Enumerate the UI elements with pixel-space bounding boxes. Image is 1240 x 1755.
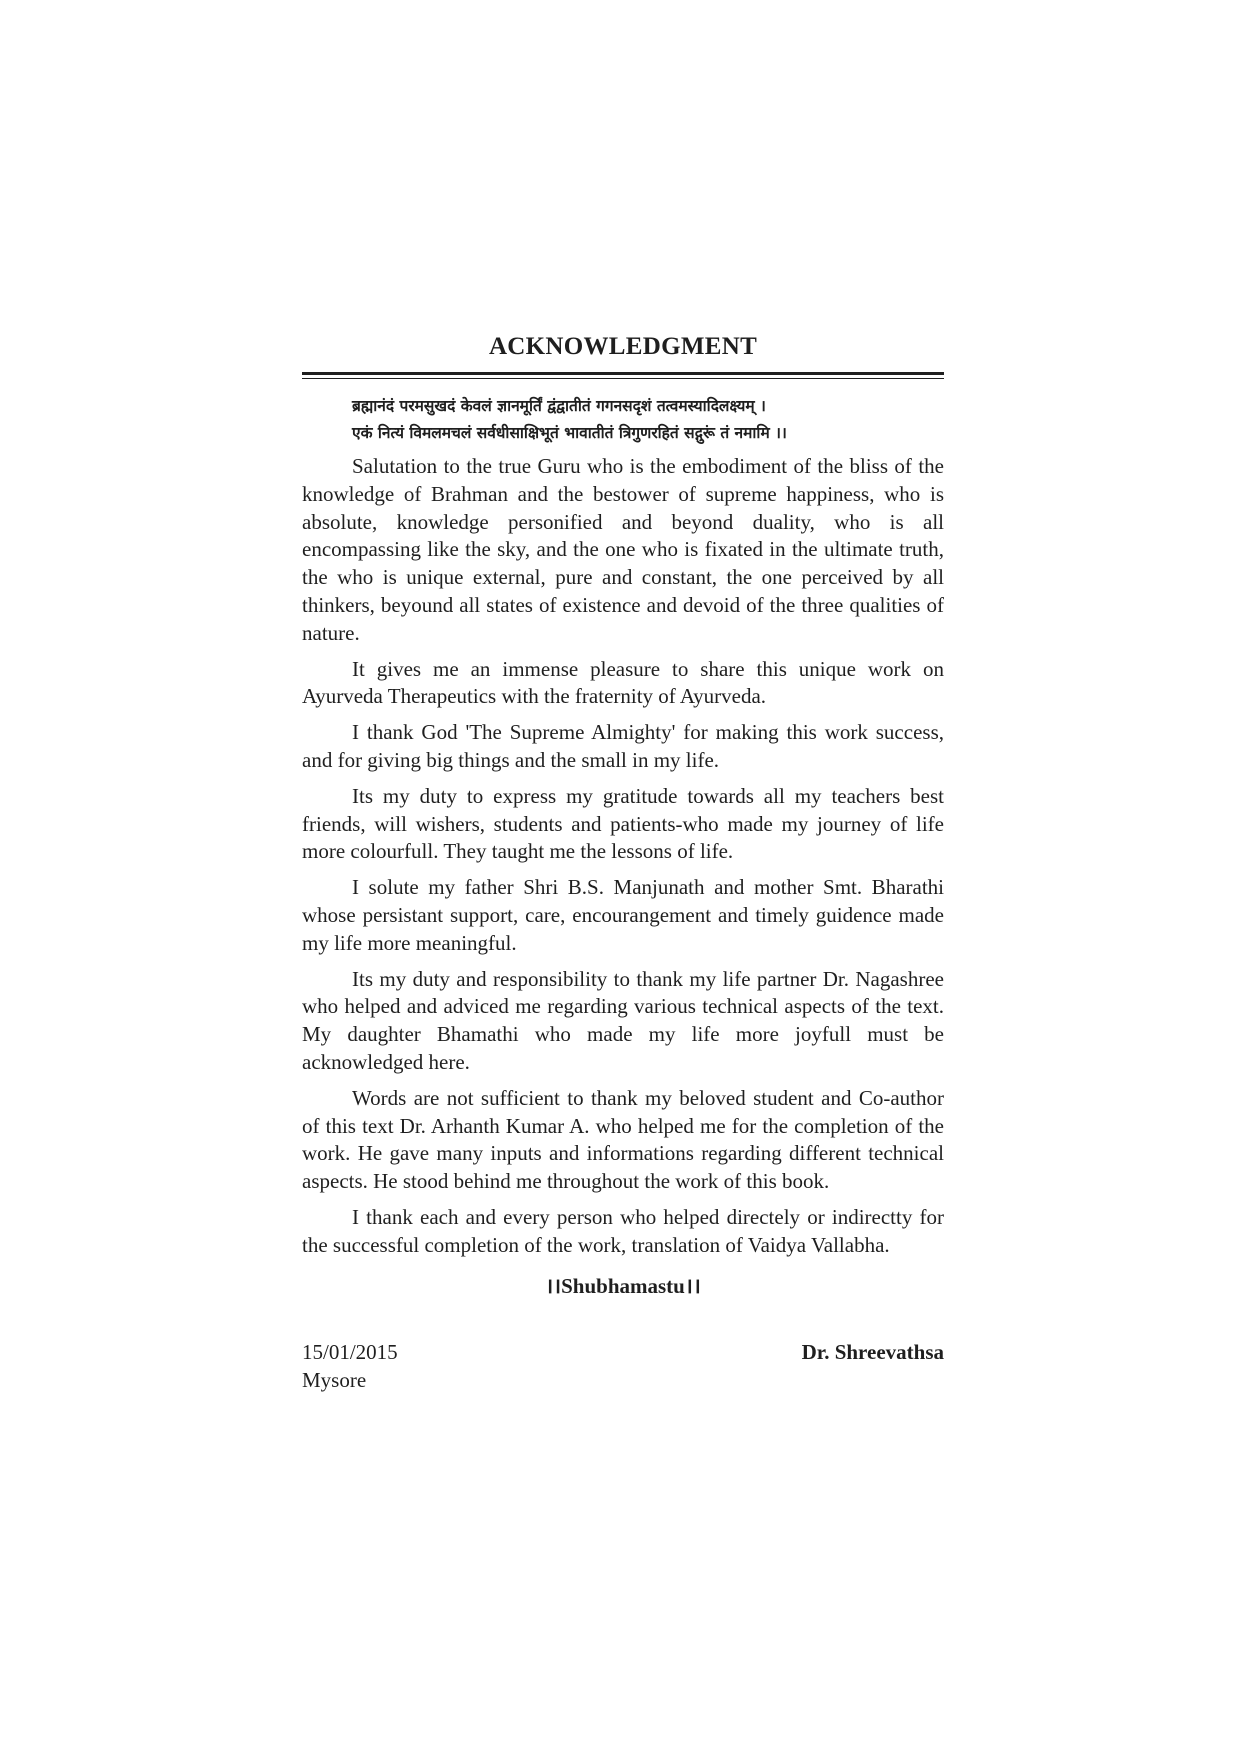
page-title: ACKNOWLEDGMENT	[488, 333, 758, 360]
title-rule-thin	[302, 378, 944, 379]
paragraph-parents: I solute my father Shri B.S. Manjunath and mother Smt. Bharathi whose persistant support, care, encourangement and timely guidence made my life more meaningful.	[302, 875, 944, 955]
signature-block	[302, 1338, 944, 1394]
verse-line-1: ब्रह्मानंदं परमसुखदं केवलं ज्ञानमूर्तिं द्वंद्वातीतं गगनसदृशं तत्वमस्यादिलक्ष्यम् ।	[352, 397, 766, 415]
acknowledgment-page	[302, 330, 944, 1394]
author-signature: Dr. Shreevathsa	[801, 1339, 944, 1364]
sanskrit-verse	[302, 393, 944, 447]
title-rule-thick	[302, 372, 944, 375]
date: 15/01/2015	[302, 1339, 398, 1364]
paragraph-family: Its my duty and responsibility to thank my life partner Dr. Nagashree who helped and adviced me regarding various technical aspects of the text. My daughter Bhamathi who made my life more joyfull must be acknowledged here.	[302, 966, 944, 1074]
verse-line-2: एकं नित्यं विमलमचलं सर्वधीसाक्षिभूतं भावातीतं त्रिगुणरहितं सद्गुरूं तं नमामि ।।	[352, 424, 787, 442]
paragraph-everyone: I thank each and every person who helped directely or indirectty for the successful completion of the work, translation of Vaidya Vallabha.	[302, 1204, 944, 1257]
paragraph-coauthor: Words are not sufficient to thank my beloved student and Co-author of this text Dr. Arhanth Kumar A. who helped me for the completion of the work. He gave many inputs and informations regarding different technical aspects. He stood behind me throughout the work of this book.	[302, 1085, 944, 1194]
closing-blessing: ।।Shubhamastu।।	[545, 1273, 701, 1298]
paragraph-thank-god: I thank God 'The Supreme Almighty' for making this work success, and for giving big things and the small in my life.	[302, 720, 944, 772]
paragraph-salutation: Salutation to the true Guru who is the embodiment of the bliss of the knowledge of Brahman and the bestower of supreme happiness, who is absolute, knowledge personified and beyond duality, who is all encompassing like the sky, and the one who is fixated in the ultimate truth, the who is unique external, pure and constant, the one perceived by all thinkers, beyound all states of existence and devoid of the three qualities of nature.	[302, 454, 944, 645]
place: Mysore	[302, 1367, 367, 1392]
paragraph-pleasure: It gives me an immense pleasure to share this unique work on Ayurveda Therapeutics with the fraternity of Ayurveda.	[302, 656, 944, 709]
date-place	[302, 1338, 398, 1394]
paragraph-teachers: Its my duty to express my gratitude towards all my teachers best friends, will wishers, students and patients-who made my journey of life more colourfull. They taught me the lessons of life.	[302, 783, 944, 864]
